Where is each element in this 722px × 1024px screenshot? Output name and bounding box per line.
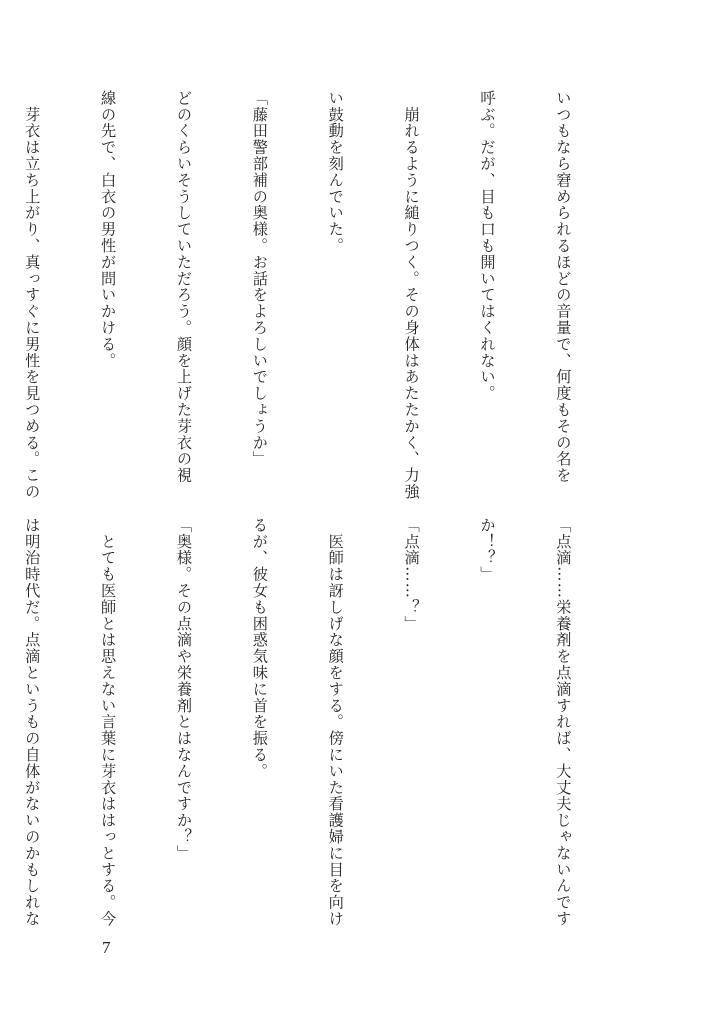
text-column: 「点滴……栄養剤を点滴すれば、大丈夫じゃないんです [554, 517, 573, 927]
text-column: か！？」 [478, 517, 497, 583]
upper-text-block [0, 90, 626, 500]
text-column: どのくらいそうしていただろう。顔を上げた芽衣の視 [174, 90, 193, 484]
text-column: い鼓動を刻んでいた。 [326, 90, 345, 254]
text-column: は明治時代だ。点滴というもの自体がないのかもしれな [23, 517, 42, 927]
text-column: いつもなら窘められるほどの音量で、何度もその名を [554, 90, 573, 484]
text-column: 「藤田警部補の奥様。お話をよろしいでしょうか」 [250, 90, 269, 468]
text-column: 線の先で、白衣の男性が問いかける。 [99, 90, 118, 369]
text-column: 医師は訝しげな顔をする。傍にいた看護婦に目を向け [326, 517, 345, 927]
text-column: とても医師とは思えない言葉に芽衣ははっとする。今 [99, 517, 118, 927]
page-number: 7 [102, 938, 111, 957]
text-column: 「奥様。その点滴や栄養剤とはなんですか？」 [174, 517, 193, 862]
text-column: 芽衣は立ち上がり、真っすぐに男性を見つめる。この [23, 90, 42, 500]
text-column: 「点滴……？」 [402, 517, 421, 632]
text-column: 崩れるように縋りつく。その身体はあたたかく、力強 [402, 90, 421, 500]
lower-text-block [0, 517, 626, 927]
text-column: 呼ぶ。だが、目も口も開いてはくれない。 [478, 90, 497, 402]
text-column: るが、彼女も困惑気味に首を振る。 [250, 517, 269, 780]
